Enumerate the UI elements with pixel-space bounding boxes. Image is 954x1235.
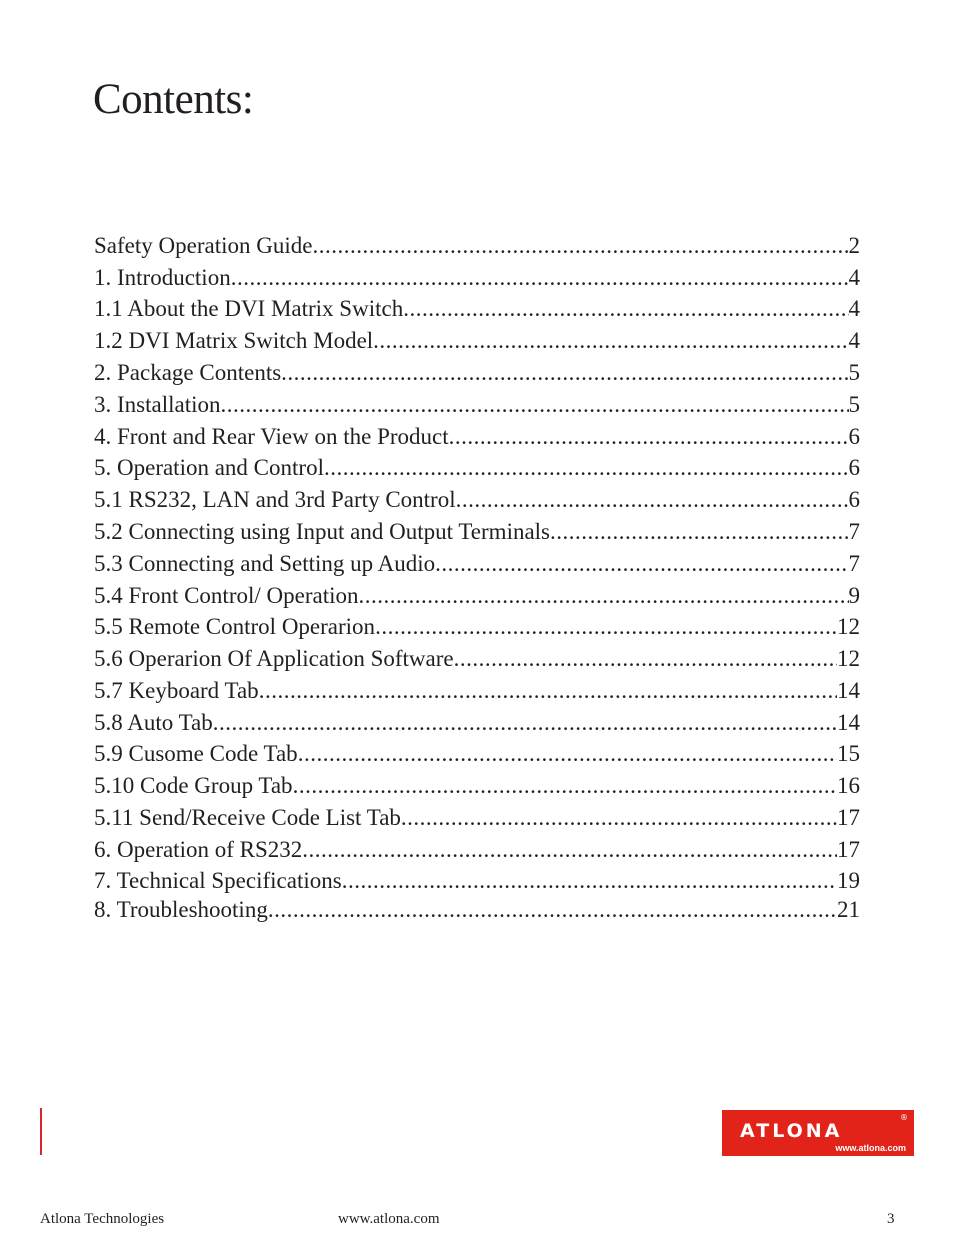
toc-leader-dots — [454, 643, 837, 675]
toc-entry-label: 5.2 Connecting using Input and Output Terminals — [94, 519, 551, 544]
margin-rule — [40, 1108, 42, 1155]
toc-entry[interactable] — [94, 770, 860, 802]
toc-entry-label: 4. Front and Rear View on the Product — [94, 424, 449, 449]
toc-entry[interactable] — [94, 293, 860, 325]
toc-entry[interactable] — [94, 834, 860, 866]
registered-mark: ® — [900, 1113, 908, 1122]
toc-entry-page: 9 — [848, 583, 860, 608]
toc-entry-page: 17 — [837, 837, 860, 862]
toc-entry-page: 6 — [848, 455, 860, 480]
toc-entry-label: 5.3 Connecting and Setting up Audio — [94, 551, 436, 576]
toc-entry-page: 2 — [848, 233, 860, 258]
toc-entry-label: 5. Operation and Control — [94, 455, 324, 480]
toc-entry-page: 6 — [848, 424, 860, 449]
toc-leader-dots — [550, 516, 848, 548]
toc-entry-label: Safety Operation Guide — [94, 233, 313, 258]
toc-entry[interactable] — [94, 707, 860, 739]
toc-entry[interactable] — [94, 611, 860, 643]
toc-entry-label: 6. Operation of RS232 — [94, 837, 303, 862]
toc-entry-label: 5.4 Front Control/ Operation — [94, 583, 359, 608]
toc-entry[interactable] — [94, 894, 860, 926]
logo-wordmark: ATLONA — [740, 1120, 843, 1142]
toc-entry[interactable] — [94, 484, 860, 516]
page-title: Contents: — [93, 76, 254, 123]
toc-leader-dots — [401, 802, 837, 834]
toc-entry[interactable] — [94, 262, 860, 294]
toc-leader-dots — [268, 894, 837, 926]
toc-entry[interactable] — [94, 643, 860, 675]
toc-entry[interactable] — [94, 516, 860, 548]
toc-leader-dots — [213, 707, 837, 739]
toc-leader-dots — [373, 325, 848, 357]
toc-entry-label: 7. Technical Specifications — [94, 868, 342, 893]
toc-entry-page: 5 — [848, 360, 860, 385]
toc-leader-dots — [435, 548, 848, 580]
toc-entry-label: 5.5 Remote Control Operarion — [94, 614, 376, 639]
toc-entry[interactable] — [94, 325, 860, 357]
toc-entry-page: 12 — [837, 646, 860, 671]
toc-leader-dots — [342, 865, 837, 897]
toc-entry-label: 1.2 DVI Matrix Switch Model — [94, 328, 374, 353]
toc-entry[interactable] — [94, 580, 860, 612]
toc-entry-page: 17 — [837, 805, 860, 830]
toc-entry[interactable] — [94, 865, 860, 897]
toc-entry-label: 5.6 Operarion Of Application Software — [94, 646, 454, 671]
toc-entry-page: 12 — [837, 614, 860, 639]
toc-leader-dots — [312, 230, 848, 262]
toc-entry-label: 5.10 Code Group Tab — [94, 773, 293, 798]
toc-entry[interactable] — [94, 675, 860, 707]
atlona-logo — [722, 1110, 914, 1156]
toc-entry-page: 7 — [848, 519, 860, 544]
toc-leader-dots — [231, 262, 849, 294]
toc-entry-page: 15 — [837, 741, 860, 766]
toc-entry-page: 16 — [837, 773, 860, 798]
toc-leader-dots — [220, 389, 848, 421]
toc-entry[interactable] — [94, 738, 860, 770]
toc-entry-label: 1. Introduction — [94, 265, 231, 290]
toc-entry-label: 5.7 Keyboard Tab — [94, 678, 259, 703]
toc-entry-page: 5 — [848, 392, 860, 417]
toc-leader-dots — [403, 293, 848, 325]
toc-entry-label: 3. Installation — [94, 392, 221, 417]
toc-entry-page: 7 — [848, 551, 860, 576]
toc-entry-label: 5.11 Send/Receive Code List Tab — [94, 805, 401, 830]
toc-leader-dots — [358, 580, 848, 612]
toc-entry-page: 19 — [837, 868, 860, 893]
toc-leader-dots — [259, 675, 837, 707]
toc-entry[interactable] — [94, 548, 860, 580]
toc-leader-dots — [298, 738, 837, 770]
toc-entry-page: 6 — [848, 487, 860, 512]
toc-entry-page: 14 — [837, 678, 860, 703]
toc-entry-label: 5.1 RS232, LAN and 3rd Party Control — [94, 487, 456, 512]
toc-leader-dots — [456, 484, 849, 516]
toc-entry-label: 2. Package Contents — [94, 360, 282, 385]
toc-entry-page: 4 — [848, 328, 860, 353]
toc-leader-dots — [281, 357, 848, 389]
toc-entry-label: 5.9 Cusome Code Tab — [94, 741, 298, 766]
toc-entry-label: 5.8 Auto Tab — [94, 710, 213, 735]
toc-entry[interactable] — [94, 357, 860, 389]
toc-entry-page: 14 — [837, 710, 860, 735]
toc-entry[interactable] — [94, 421, 860, 453]
toc-leader-dots — [302, 834, 837, 866]
toc-entry[interactable] — [94, 802, 860, 834]
footer-website[interactable]: www.atlona.com — [338, 1211, 440, 1227]
toc-entry-label: 8. Troubleshooting — [94, 897, 268, 922]
logo-url: www.atlona.com — [835, 1143, 906, 1153]
toc-entry-page: 21 — [837, 897, 860, 922]
toc-entry-label: 1.1 About the DVI Matrix Switch — [94, 296, 404, 321]
toc-leader-dots — [449, 421, 849, 453]
toc-entry-page: 4 — [848, 296, 860, 321]
toc-entry[interactable] — [94, 389, 860, 421]
toc-entry-page: 4 — [848, 265, 860, 290]
toc-leader-dots — [375, 611, 837, 643]
toc-entry[interactable] — [94, 230, 860, 262]
toc-leader-dots — [293, 770, 837, 802]
footer-company: Atlona Technologies — [40, 1211, 165, 1227]
toc-entry[interactable] — [94, 452, 860, 484]
toc-leader-dots — [324, 452, 849, 484]
footer-page-number: 3 — [887, 1211, 895, 1227]
